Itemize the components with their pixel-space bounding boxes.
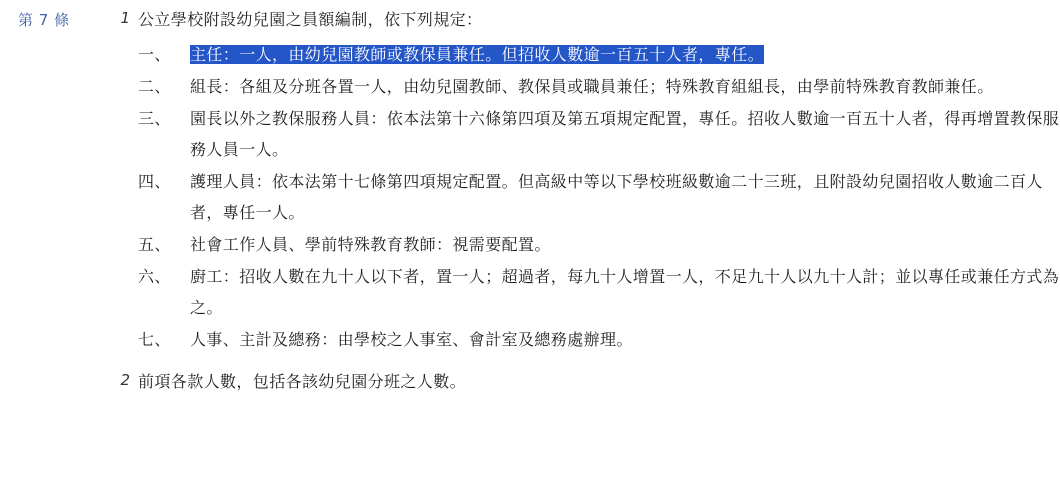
list-item — [138, 39, 1060, 70]
list-item-text: 園長以外之教保服務人員：依本法第十六條第四項及第五項規定配置，專任。招收人數逾一百五十人者，得再增置教保服務人員一人。 — [190, 109, 1060, 159]
list-item-marker: 五、 — [138, 235, 171, 254]
clause-text: 前項各款人數，包括各該幼兒園分班之人數。 — [138, 372, 467, 391]
list-item-marker: 六、 — [138, 267, 171, 286]
list-item-text: 護理人員：依本法第十七條第四項規定配置。但高級中等以下學校班級數逾二十三班，且附設幼兒園招收人數逾二百人者，專任一人。 — [190, 172, 1043, 222]
list-item — [138, 103, 1060, 165]
clause-item-list — [138, 39, 1060, 355]
list-item — [138, 261, 1060, 323]
list-item-marker: 四、 — [138, 172, 171, 191]
clause-number: 2 — [120, 371, 130, 389]
clause — [106, 362, 1060, 397]
clause-body — [138, 0, 1060, 356]
list-item-marker: 三、 — [138, 109, 171, 128]
list-item-text-highlighted[interactable]: 主任：一人，由幼兒園教師或教保員兼任。但招收人數逾一百五十人者，專任。 — [190, 45, 765, 64]
list-item-text: 廚工：招收人數在九十人以下者，置一人；超過者，每九十人增置一人，不足九十人以九十人計；並以專任或兼任方式為之。 — [190, 267, 1060, 317]
list-item — [138, 166, 1060, 228]
clause — [106, 0, 1060, 356]
clause-text: 公立學校附設幼兒園之員額編制，依下列規定： — [138, 10, 483, 29]
clause-number: 1 — [120, 9, 130, 27]
list-item-marker: 二、 — [138, 77, 171, 96]
list-item-text: 組長：各組及分班各置一人，由幼兒園教師、教保員或職員兼任；特殊教育組組長，由學前特殊教育教師兼任。 — [190, 77, 994, 96]
list-item-text: 人事、主計及總務：由學校之人事室、會計室及總務處辦理。 — [190, 330, 633, 349]
list-item-text: 社會工作人員、學前特殊教育教師：視需要配置。 — [190, 235, 551, 254]
list-item-marker: 一、 — [138, 45, 171, 64]
clause-list — [106, 0, 1060, 399]
list-item-text-wrap — [190, 39, 764, 70]
article-number-label: 第 7 條 — [18, 11, 70, 29]
list-item-marker: 七、 — [138, 330, 171, 349]
list-item — [138, 324, 1060, 355]
list-item — [138, 229, 1060, 260]
clause-body — [138, 362, 1060, 397]
list-item — [138, 71, 1060, 102]
